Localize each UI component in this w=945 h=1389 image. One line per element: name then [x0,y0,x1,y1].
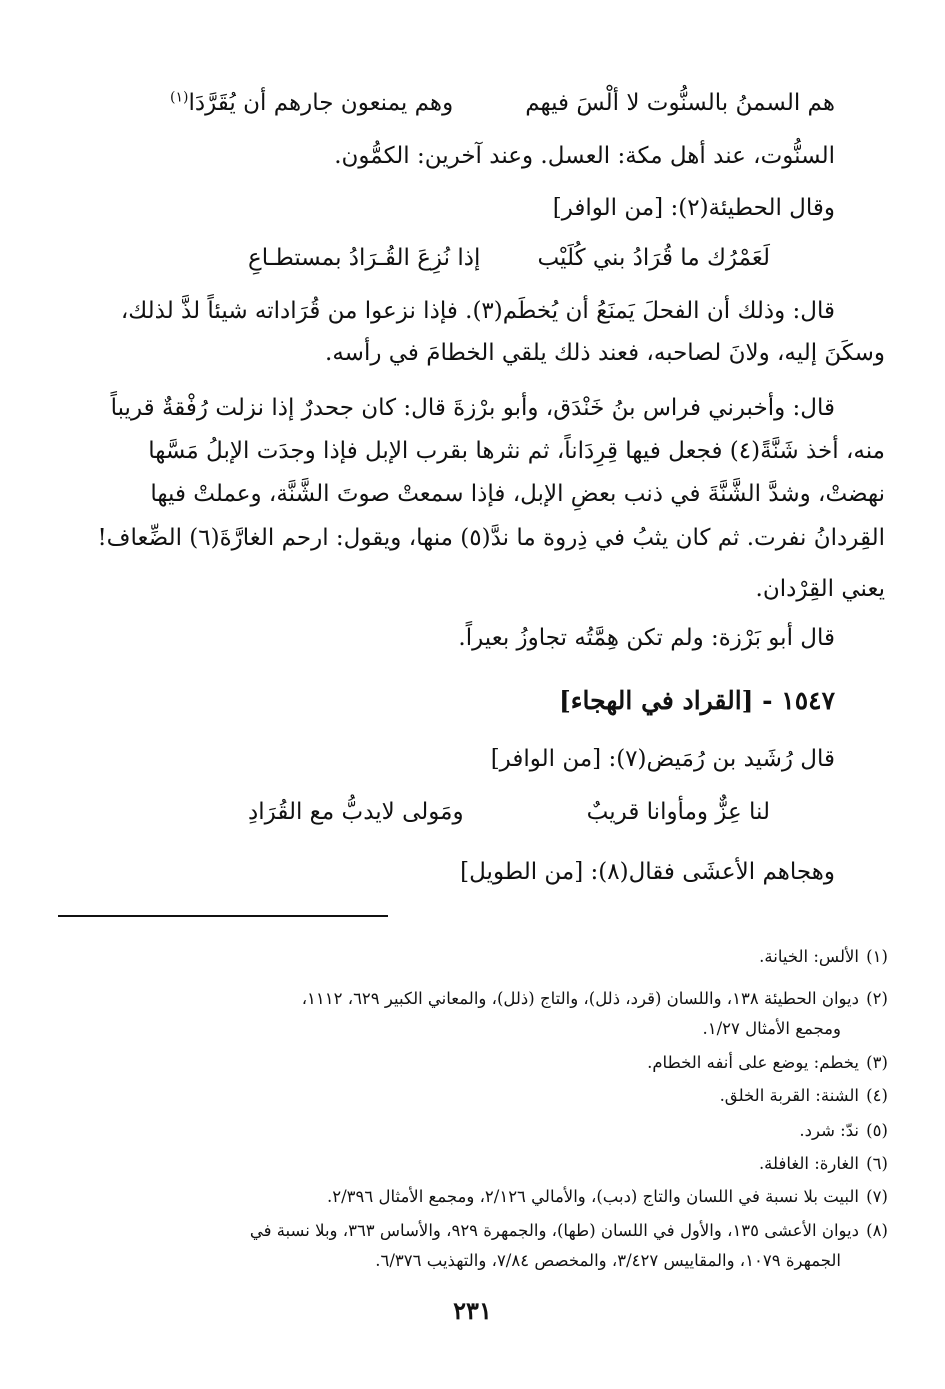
footnote-number: (٥) [866,1121,888,1140]
footnote-7 [58,1186,895,1208]
footnote-text: الشنة: القربة الخلق. [719,1086,859,1105]
footnote-2-continuation: ومجمع الأمثال ١/٢٧. [702,1019,841,1038]
footnote-8 [58,1220,895,1242]
footnote-text: ندّ: شرد. [799,1121,859,1140]
line-hutaia: وقال الحطيئة(٢): [من الوافر] [552,195,835,221]
footnote-text: الألس: الخيانة. [759,947,859,966]
verse3-left-hemistich: ومَولى لايدبُّ مع القُرَادِ [248,799,464,825]
footnote-4 [58,1085,895,1107]
footnote-ref-1: (١) [170,89,189,106]
footnote-text: البيت بلا نسبة في اللسان والتاج (دبب)، والأمالي ٢/١٢٦، ومجمع الأمثال ٢/٣٩٦. [326,1187,859,1206]
footnote-number: (١) [866,947,888,966]
verse1-left-text: وهم يمنعون جارهم أن يُقَرَّدَا [188,90,454,116]
footnote-2 [58,988,895,1010]
footnote-number: (٣) [866,1053,888,1072]
para2-line-5: يعني القِرْدان. [755,576,885,602]
footnote-5 [58,1120,895,1142]
footnote-8-continuation: الجمهرة ١٠٧٩، والمقاييس ٣/٤٢٧، والمخصص ٧/٨٤، والتهذيب ٦/٣٧٦. [375,1251,841,1270]
footnote-3 [58,1052,895,1074]
footnote-separator [58,915,388,917]
para1-line-1: قال: وذلك أن الفحلَ يَمنَعُ أن يُخطَم(٣). فإذا نزعوا من قُرَاداته شيئاً لذَّ لذلك، [120,298,835,324]
line-sannut: السنُّوت، عند أهل مكة: العسل. وعند آخرين: الكمُّون. [334,143,835,169]
verse3-right-hemistich: لنا عِزٌّ ومأوانا قريبٌ [586,799,770,825]
para2-line-1: قال: وأخبرني فراس بنُ خَنْدَق، وأبو برْزةَ قال: كان جحدرٌ إذا نزلت رُفْقةٌ قريباً [110,395,835,421]
para1-line-2: وسكَنَ إليه، ولانَ لصاحبه، فعند ذلك يلقي الخطامَ في رأسه. [325,340,885,366]
footnote-number: (٧) [866,1187,888,1206]
para2-line-2: منه، أخذ شَنَّةً(٤) فجعل فيها قِرِدَاناً، ثم نثرها بقرب الإبل فإذا وجدَت الإبلُ مَسَّها [148,438,885,464]
footnote-6 [58,1153,895,1175]
line-asha: وهجاهم الأعشَى فقال(٨): [من الطويل] [460,859,835,885]
footnote-number: (٢) [866,989,888,1008]
verse2-left-hemistich: إذا نُزِعَ القُـرَادُ بمستطـاعِ [248,245,481,271]
section-heading [559,685,835,717]
footnote-number: (٨) [866,1221,888,1240]
footnote-number: (٦) [866,1154,888,1173]
verse1-right-hemistich: هم السمنُ بالسنُّوت لا ألْسَ فيهم [525,90,835,116]
verse1-left-hemistich [170,88,453,118]
footnote-1 [58,946,895,968]
footnote-text: يخطم: يوضع على أنفه الخطام. [647,1053,859,1072]
para2-line-4: القِردانُ نفرت. ثم كان يثبُ في ذِروة ما ندَّ(٥) منها، ويقول: ارحم الغارَّةَ(٦) الضِّعاف! [97,525,885,551]
footnote-text: الغارة: الغافلة. [758,1154,859,1173]
footnote-text: ديوان الحطيئة ١٣٨، واللسان (قرد، ذلل)، والتاج (ذلل)، والمعاني الكبير ٦٢٩، ١١١٢، [301,989,859,1008]
line-rushaid: قال رُشَيد بن رُمَيض(٧): [من الوافر] [490,746,835,772]
verse2-right-hemistich: لَعَمْرُك ما قُرَادُ بني كُلَيْب [537,245,770,271]
line-abu-barza: قال أبو بَرْزة: ولم تكن هِمَّتُه تجاوزُ بعيراً. [458,625,835,651]
footnote-number: (٤) [866,1086,888,1105]
footnote-text: ديوان الأعشى ١٣٥، والأول في اللسان (طها)، والجمهرة ٩٢٩، والأساس ٣٦٣، وبلا نسبة في [249,1221,859,1240]
para2-line-3: نهضتْ، وشدَّ الشَّنَّةَ في ذنب بعضِ الإبل، فإذا سمعتْ صوتَ الشَّنَّة، وعملتْ فيها [150,481,885,507]
section-number: ١٥٤٧ [781,686,835,715]
page-number: ٢٣١ [453,1296,492,1325]
section-title: - [القراد في الهجاء] [558,686,773,715]
